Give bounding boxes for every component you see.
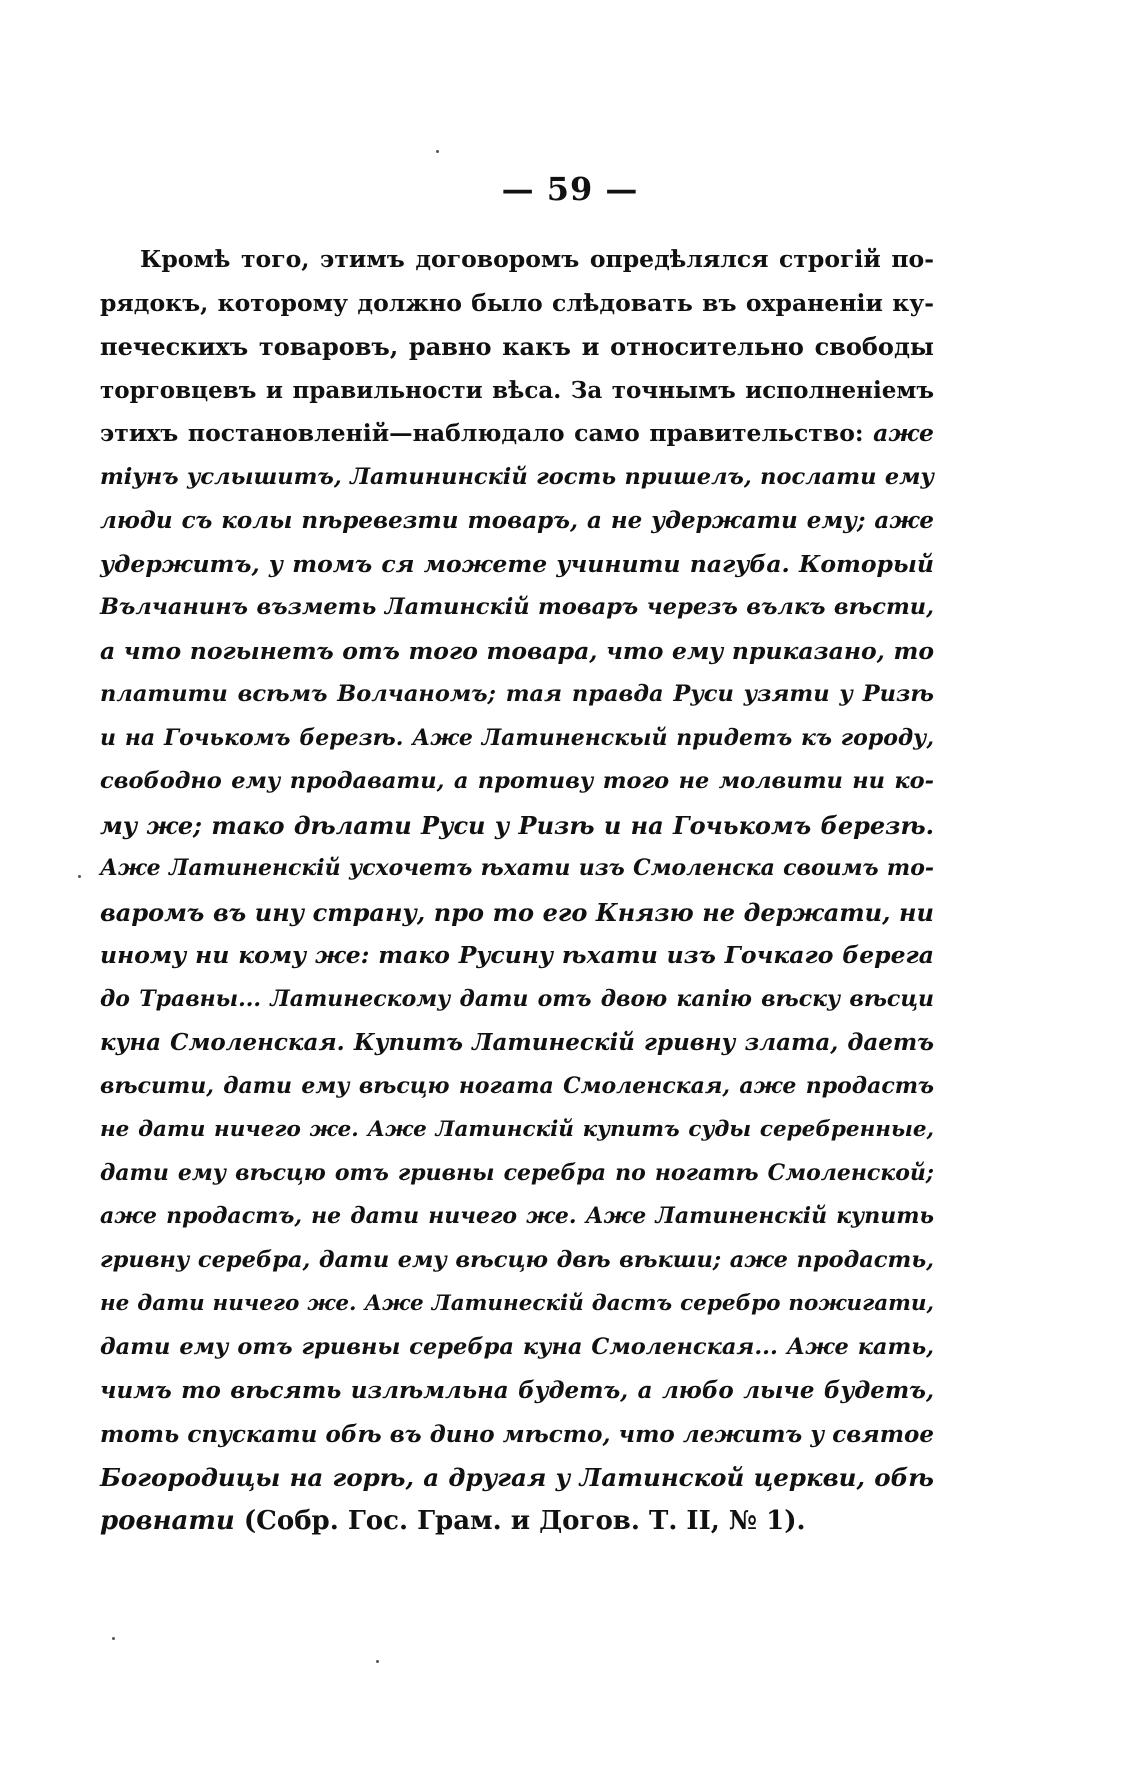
text-line: чимъ то вѣсять излѣмльна будетъ, а любо лыче будетъ, [100,1377,934,1404]
text-line: до Травны... Латинескому дати отъ двою капію вѣску вѣсци [100,985,934,1012]
stray-ink-dot [112,1637,115,1640]
text-line: рядокъ, которому должно было слѣдовать въ охраненіи ку- [100,288,934,317]
text-line: варомъ въ ину страну, про то его Князю не держати, ни [100,897,934,927]
stray-ink-dot [78,875,81,878]
stray-ink-dot [376,1660,379,1663]
text-line: аже продастъ, не дати ничего же. Аже Латиненскій купить [100,1203,934,1229]
text-line: дати ему отъ гривны серебра куна Смоленская... Аже кать, [100,1333,934,1360]
text-line: печескихъ товаровъ, равно какъ и относительно свободы [100,332,934,361]
text-line-upright-part: (Собр. Гос. Грам. и Догов. Т. II, № 1). [243,1505,806,1536]
text-line: удержитъ, у томъ ся можете учинити пагуба. Который [100,549,934,578]
text-line: му же; тако дѣлати Руси у Ризѣ и на Гочькомъ березѣ. [100,810,934,840]
text-line: дати ему вѣсцю отъ гривны серебра по ногатѣ Смоленской; [100,1159,934,1186]
text-line: не дати ничего же. Аже Латинескій дастъ серебро пожигати, [100,1291,934,1316]
text-line [100,1500,934,1544]
text-line: Вълчанинъ възметь Латинскій товаръ черезъ вълкъ вѣсти, [100,594,934,620]
text-line: тоть спускати обѣ въ дино мѣсто, что лежитъ у святое [100,1420,934,1448]
text-line: торговцевъ и правильности вѣса. За точнымъ исполненіемъ [100,376,934,404]
text-line: свободно ему продавати, а противу того не молвити ни ко- [100,768,934,794]
page-number: — 59 — [501,170,639,208]
text-line-italic-part: ровнати [100,1505,235,1536]
text-line: Кромѣ того, этимъ договоромъ опредѣлялся строгій по- [140,245,934,273]
text-line: Богородицы на горѣ, а другая у Латинской церкви, обѣ [100,1463,934,1492]
stray-ink-dot [436,150,439,153]
body-text [100,238,934,1543]
text-line: и на Гочькомъ березѣ. Аже Латиненскый придетъ къ городу, [100,724,934,751]
text-line [100,412,934,456]
text-line: вѣсити, дати ему вѣсцю ногата Смоленская, аже продастъ [100,1072,934,1099]
text-line: а что погынетъ отъ того товара, что ему приказано, то [100,636,934,665]
text-line-upright-part: этихъ постановленій—наблюдало само правительство: [100,419,864,447]
text-line: гривну серебра, дати ему вѣсцю двѣ вѣкши; аже продасть, [100,1246,934,1273]
text-line: платити всѣмъ Волчаномъ; тая правда Руси узяти у Ризѣ [100,681,934,707]
text-line: тіунъ услышитъ, Латининскій гость пришелъ, послати ему [100,463,934,490]
text-line-italic-part: аже [873,419,934,447]
text-line: куна Смоленская. Купитъ Латинескій гривну злата, даетъ [100,1029,934,1056]
text-line: люди съ колы пѣревезти товаръ, а не удержати ему; аже [100,507,934,534]
text-line: Аже Латиненскій усхочетъ ѣхати изъ Смоленска своимъ то- [100,855,934,881]
text-line: не дати ничего же. Аже Латинскій купитъ суды серебренные, [100,1117,934,1142]
text-line: иному ни кому же: тако Русину ѣхати изъ Гочкаго берега [100,941,934,969]
